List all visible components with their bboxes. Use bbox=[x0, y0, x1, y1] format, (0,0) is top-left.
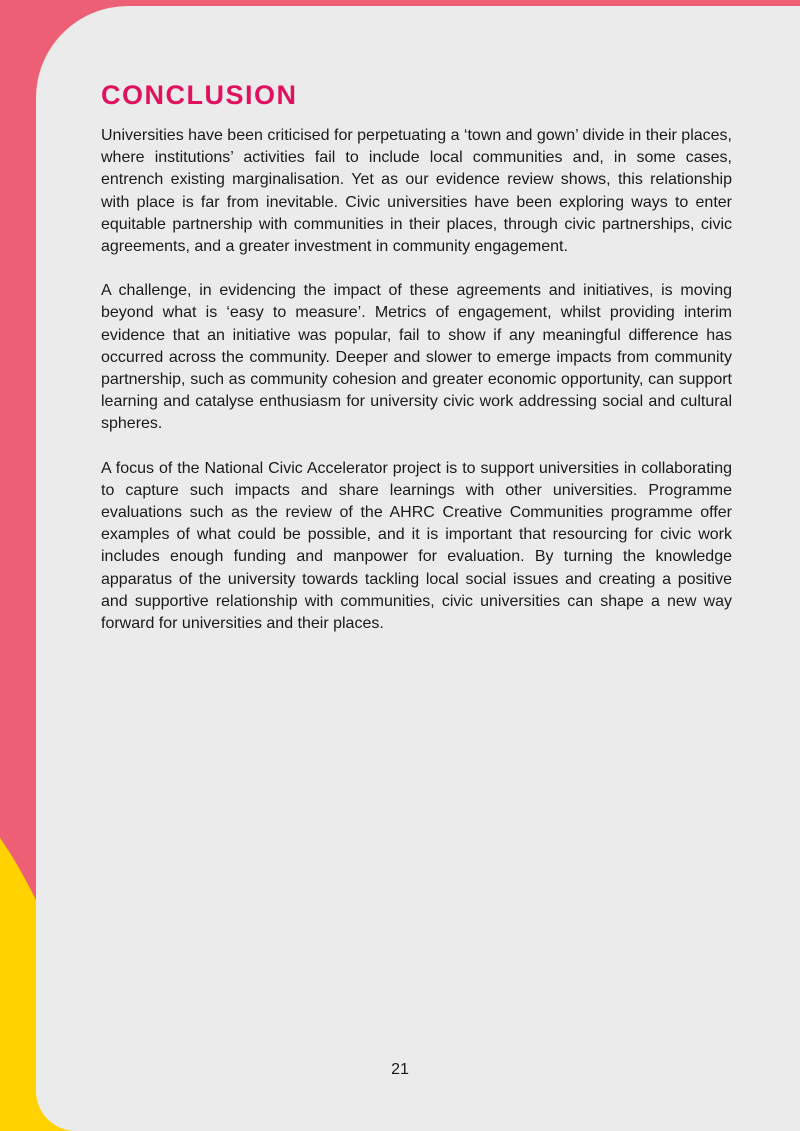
paragraph-2: A challenge, in evidencing the impact of these agreements and initiatives, is moving beyond what is ‘easy to measure’. Metrics of engagement, whilst providing interim evidence that an initiative was popular, fail to show if any meaningful difference has occurred across the community. Deeper and slower to emerge impacts from community partnership, such as community cohesion and greater economic opportunity, can support learning and catalyse enthusiasm for university civic work addressing social and cultural spheres. bbox=[101, 282, 732, 433]
page-title: CONCLUSION bbox=[101, 80, 298, 110]
paragraph-1: Universities have been criticised for perpetuating a ‘town and gown’ divide in their places, where institutions’ activities fail to include local communities and, in some cases, entrench existing marginalisation. Yet as our evidence review shows, this relationship with place is far from inevitable. Civic universities have been exploring ways to enter equitable partnership with communities in their places, through civic partnerships, civic agreements, and a greater investment in community engagement. bbox=[101, 127, 732, 256]
paragraph-3: A focus of the National Civic Accelerator project is to support universities in collaborating to capture such impacts and share learnings with other universities. Programme evaluations such as the review of the AHRC Creative Communities programme offer examples of what could be possible, and it is important that resourcing for civic work includes enough funding and manpower for evaluation. By turning the knowledge apparatus of the university towards tackling local social issues and creating a positive and supportive relationship with communities, civic universities can shape a new way forward for universities and their places. bbox=[101, 459, 732, 633]
body-text bbox=[101, 125, 732, 657]
page-number: 21 bbox=[391, 1061, 409, 1078]
